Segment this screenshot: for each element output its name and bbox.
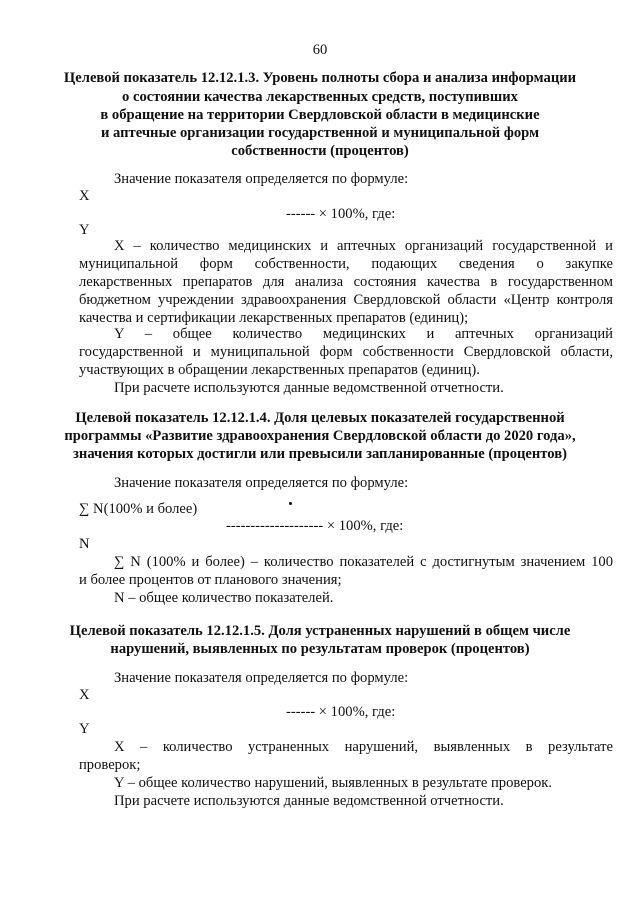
section-title-line: Целевой показатель 12.12.1.3. Уровень полноты сбора и анализа информации [63,70,577,86]
desc-line: Y – общее количество нарушений, выявленных в результате проверок. [114,775,553,791]
formula-denominator: Y [79,222,90,238]
formula-numerator: ∑ N(100% и более) [79,501,198,517]
desc-line: X – количество медицинских и аптечных организаций государственной и [114,238,613,254]
desc-line: и более процентов от планового значения; [79,572,342,588]
formula-fraction: -------------------- × 100%, где: [226,518,404,534]
section-title-line: значения которых достигли или превысили запланированные (процентов) [73,446,567,462]
desc-line: X – количество устраненных нарушений, выявленных в результате [114,739,613,755]
desc-line: N – общее количество показателей. [114,590,334,606]
section-title-line: о состоянии качества лекарственных средств, поступивших [122,89,518,105]
page-number: 60 [312,42,328,58]
section-title-line: собственности (процентов) [231,143,409,159]
formula-numerator: X [79,188,90,204]
formula-denominator: N [79,536,90,552]
formula-numerator: X [79,687,90,703]
desc-line: муниципальной форм собственности, подающих сведения о закупке [79,256,613,272]
formula-intro: Значение показателя определяется по формуле: [114,475,409,491]
desc-line: Y – общее количество медицинских и аптечных организаций [114,326,613,342]
desc-line: проверок; [79,757,141,773]
desc-line: ∑ N (100% и более) – количество показателей с достигнутым значением 100 [114,554,613,570]
desc-line: лекарственных препаратов для анализа состояния качества в государственном [79,274,613,290]
formula-fraction: ------ × 100%, где: [286,704,396,720]
section-title-line: и аптечные организации государственной и муниципальной форм [100,125,540,141]
section-title-line: программы «Развитие здравоохранения Свердловской области до 2020 года», [64,428,576,444]
section-title-line: Целевой показатель 12.12.1.4. Доля целевых показателей государственной [75,410,565,426]
formula-intro: Значение показателя определяется по формуле: [114,171,409,187]
desc-line: При расчете используются данные ведомственной отчетности. [114,380,504,396]
formula-intro: Значение показателя определяется по формуле: [114,670,409,686]
desc-line: качества и сертификации лекарственных препаратов (единиц); [79,310,469,326]
formula-denominator: Y [79,721,90,737]
desc-line: При расчете используются данные ведомственной отчетности. [114,793,504,809]
desc-line: участвующих в обращении лекарственных препаратов (единиц). [79,362,480,378]
section-title-line: нарушений, выявленных по результатам проверок (процентов) [110,641,530,657]
stray-mark [289,502,292,505]
desc-line: государственной и муниципальной форм собственности Свердловской области, [79,344,613,360]
section-title-line: в обращение на территории Свердловской области в медицинские [100,107,540,123]
desc-line: бюджетном учреждении здравоохранения Свердловской области «Центр контроля [79,292,613,308]
section-title-line: Целевой показатель 12.12.1.5. Доля устраненных нарушений в общем числе [69,623,571,639]
formula-fraction: ------ × 100%, где: [286,206,396,222]
